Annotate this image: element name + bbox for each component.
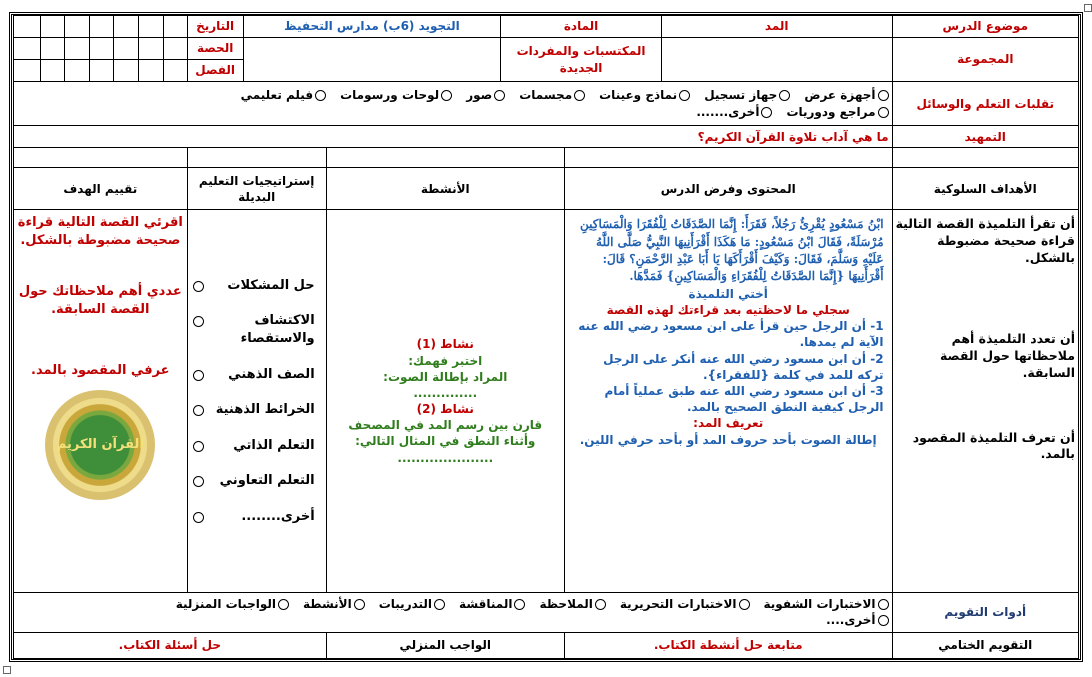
objective-3: أن تعرف التلميذة المقصود بالمد.: [912, 429, 1075, 462]
bullet-circle-icon[interactable]: [193, 476, 204, 487]
bullet-circle-icon[interactable]: [193, 281, 204, 292]
radio-circle-icon[interactable]: [761, 107, 772, 118]
content-note-2: 2- أن ابن مسعود رضي الله عنه أنكر على الرجل تركه للمد في كلمة {للفقراء}.: [603, 351, 884, 382]
content-definition-title: تعريف المد:: [693, 416, 764, 431]
strategy-label: التعلم الذاتي: [233, 437, 315, 453]
radio-circle-icon[interactable]: [278, 599, 289, 610]
tool-option-label: الاختبارات الشفوية: [763, 597, 876, 612]
class-cell-3[interactable]: [114, 60, 139, 82]
empty-cell: [187, 148, 326, 168]
bullet-circle-icon[interactable]: [193, 512, 204, 523]
radio-circle-icon[interactable]: [779, 90, 790, 101]
intro-question: ما هي آداب تلاوة القرآن الكريم؟: [14, 126, 893, 148]
col-objectives: الأهداف السلوكية: [892, 168, 1078, 210]
tool-option-label: الاختبارات التحريرية: [619, 597, 737, 612]
period-cell-4[interactable]: [89, 38, 114, 60]
vocab-label: المكتسبات والمفردات الجديدة: [501, 38, 662, 82]
strategy-label: الخرائط الذهنية: [215, 402, 315, 418]
bullet-circle-icon[interactable]: [193, 370, 204, 381]
resource-option-label: مجسمات: [519, 88, 573, 103]
topic-label: موضوع الدرس: [892, 16, 1078, 38]
strategy-item[interactable]: [191, 472, 315, 490]
resource-option[interactable]: [804, 87, 888, 103]
resource-option-label: نماذج وعينات: [599, 88, 678, 103]
strategies-cell: [187, 210, 326, 593]
date-cell-3[interactable]: [114, 16, 139, 38]
resource-option-label: جهاز تسجيل: [704, 88, 778, 103]
date-cell-5[interactable]: [64, 16, 89, 38]
tool-option-label: الأنشطة: [302, 597, 352, 612]
resize-handle-bottom[interactable]: [3, 666, 11, 674]
radio-circle-icon[interactable]: [878, 615, 889, 626]
tool-option[interactable]: [176, 596, 289, 612]
resize-handle-top[interactable]: [1084, 4, 1092, 12]
radio-circle-icon[interactable]: [514, 599, 525, 610]
resource-option-label: مراجع ودوريات: [786, 104, 876, 119]
content-story: ابْنُ مَسْعُودٍ يُقْرِئُ رَجُلاً، فَقَرَأَ: إِنَّمَا الصَّدَقَاتُ لِلْفُقَرَا وَالْمَسَاكِينِ مُرْسَلَةً، فَقَالَ ابْنُ مَسْعُودٍ: مَا هَكَذَا أَقْرَأَنِيهَا النَّبِيُّ صَلَّى اللَّهُ عَلَيْهِ وَسَلَّمَ، فَقَالَ: وَكَيْفَ أَقْرَأَكَهَا يَا أَبَا عَبْدِ الرَّحْمَنِ؟ قَالَ: أَقْرَأَنِيهَا {إِنَّمَا الصَّدَقَاتُ لِلْفُقَرَاءِ وَالْمَسَاكِينِ} فَمَدَّهَا.: [580, 217, 884, 284]
resource-option[interactable]: [466, 87, 505, 103]
activity-1-dots: ..............: [413, 385, 478, 400]
content-cell: [564, 210, 892, 593]
radio-circle-icon[interactable]: [679, 90, 690, 101]
tool-option[interactable]: [379, 596, 445, 612]
homework-value: حل أسئلة الكتاب.: [14, 632, 327, 658]
evaluation-3: عرفي المقصود بالمد.: [31, 363, 170, 379]
tools-row-2: [17, 612, 889, 628]
class-cell-6[interactable]: [41, 60, 65, 82]
activity-2-dots: .....................: [397, 450, 494, 465]
content-definition: إطالة الصوت بأحد حروف المد أو بأحد حرفي اللين.: [579, 432, 877, 447]
resource-option-label: فيلم تعليمي: [240, 88, 314, 103]
tool-option[interactable]: [303, 596, 365, 612]
radio-circle-icon[interactable]: [878, 599, 889, 610]
date-cell-2[interactable]: [139, 16, 164, 38]
empty-cell: [326, 148, 564, 168]
resources-options: [14, 82, 893, 126]
resource-option-label: أجهزة عرض: [804, 88, 876, 103]
activity-1-title: نشاط (1): [416, 337, 474, 352]
content-instruction: سجلي ما لاحظتيه بعد قراءتك لهذه القصة: [606, 303, 850, 318]
group-label: المجموعة: [892, 38, 1078, 82]
tool-option-label: الواجبات المنزلية: [175, 597, 276, 612]
class-label: الفصل: [187, 60, 243, 82]
tool-option[interactable]: [764, 596, 889, 612]
period-cell-3[interactable]: [114, 38, 139, 60]
objective-1: أن تقرأ التلميذة القصة التالية قراءة صحيحة مضبوطة بالشكل.: [895, 216, 1075, 266]
activity-1-question: المراد بإطالة الصوت:: [383, 369, 508, 384]
radio-circle-icon[interactable]: [595, 599, 606, 610]
strategy-item[interactable]: [191, 366, 315, 384]
resource-option-label: لوحات ورسومات: [340, 88, 440, 103]
resources-row-2: [17, 104, 889, 120]
strategy-item[interactable]: [191, 437, 315, 455]
empty-cell: [892, 148, 1078, 168]
resource-option[interactable]: [340, 87, 452, 103]
resource-option[interactable]: [241, 87, 327, 103]
objective-2: أن تعدد التلميذة أهم ملاحظاتها حول القصة السابقة.: [939, 330, 1075, 380]
group-value[interactable]: [661, 38, 892, 82]
strategy-item[interactable]: [191, 401, 315, 419]
evaluation-cell: [14, 210, 188, 593]
strategy-item[interactable]: [191, 277, 315, 295]
radio-circle-icon[interactable]: [494, 90, 505, 101]
bullet-circle-icon[interactable]: [193, 316, 204, 327]
activity-2-text: قارن بين رسم المد في المصحف وأثناء النطق في المثال التالي:: [348, 418, 543, 449]
radio-circle-icon[interactable]: [574, 90, 585, 101]
bullet-circle-icon[interactable]: [193, 405, 204, 416]
class-cell-4[interactable]: [89, 60, 114, 82]
evaluation-2: عددي أهم ملاحظاتك حول القصة السابقة.: [18, 284, 182, 317]
radio-circle-icon[interactable]: [878, 107, 889, 118]
resource-option[interactable]: [704, 87, 790, 103]
quran-emblem-image: [45, 390, 155, 500]
final-value: متابعة حل أنشطة الكتاب.: [564, 632, 892, 658]
resource-option[interactable]: [519, 87, 585, 103]
topic-value[interactable]: المد: [661, 16, 892, 38]
radio-circle-icon[interactable]: [315, 90, 326, 101]
strategy-label: حل المشكلات: [227, 277, 315, 293]
strategy-item[interactable]: [191, 508, 315, 526]
class-cell-7[interactable]: [14, 60, 41, 82]
resource-option-label: صور: [466, 88, 493, 103]
col-strategies: إستراتيجيات التعليم البديلة: [187, 168, 326, 210]
bullet-circle-icon[interactable]: [193, 441, 204, 452]
resources-row-1: [17, 87, 889, 103]
radio-circle-icon[interactable]: [739, 599, 750, 610]
empty-cell: [564, 148, 892, 168]
radio-circle-icon[interactable]: [441, 90, 452, 101]
strategies-list: [191, 277, 323, 525]
tools-label: أدوات التقويم: [892, 592, 1078, 632]
date-label: التاريخ: [187, 16, 243, 38]
tool-option-label: التدريبات: [378, 597, 433, 612]
strategy-label: الاكتشاف والاستقصاء: [240, 313, 315, 346]
class-cell-5[interactable]: [64, 60, 89, 82]
date-cell-7[interactable]: [14, 16, 41, 38]
col-content: المحتوى وفرض الدرس: [564, 168, 892, 210]
resources-label: تقلبات التعلم والوسائل: [892, 82, 1078, 126]
lesson-plan-table: [13, 15, 1079, 659]
empty-cell: [14, 148, 188, 168]
class-cell-1[interactable]: [163, 60, 187, 82]
final-label: التقويم الختامي: [892, 632, 1078, 658]
period-cell-2[interactable]: [139, 38, 164, 60]
intro-label: التمهيد: [892, 126, 1078, 148]
strategy-label: أخرى........: [241, 508, 315, 524]
resource-option-label: أخرى.......: [696, 104, 760, 119]
strategy-item[interactable]: [191, 312, 315, 347]
strategy-label: التعلم التعاوني: [219, 473, 315, 489]
strategy-label: الصف الذهني: [228, 366, 315, 382]
tool-option[interactable]: [539, 596, 605, 612]
activity-2-title: نشاط (2): [416, 402, 474, 417]
tool-option[interactable]: [620, 596, 750, 612]
content-note-3: 3- أن ابن مسعود رضي الله عنه طبق عملياً أمام الرجل كيفية النطق الصحيح بالمد.: [604, 383, 884, 415]
tool-option-label: الملاحظة: [539, 597, 593, 612]
period-cell-7[interactable]: [14, 38, 41, 60]
period-cell-1[interactable]: [163, 38, 187, 60]
period-label: الحصة: [187, 38, 243, 60]
subject-value[interactable]: التجويد (6ب) مدارس التحفيظ: [243, 16, 501, 38]
resource-option[interactable]: [599, 87, 690, 103]
col-activities: الأنشطة: [326, 168, 564, 210]
tool-option-label: المناقشة: [459, 597, 513, 612]
radio-circle-icon[interactable]: [434, 599, 445, 610]
subject-label: المادة: [501, 16, 662, 38]
date-cell-4[interactable]: [89, 16, 114, 38]
resource-option[interactable]: [696, 104, 772, 120]
radio-circle-icon[interactable]: [878, 90, 889, 101]
tool-option-label: أخرى....: [826, 613, 876, 628]
period-cell-6[interactable]: [41, 38, 65, 60]
radio-circle-icon[interactable]: [354, 599, 365, 610]
activities-cell: [326, 210, 564, 593]
evaluation-1: اقرئي القصة التالية قراءة صحيحة مضبوطة بالشكل.: [17, 215, 183, 248]
homework-label: الواجب المنزلي: [326, 632, 564, 658]
tool-option[interactable]: [826, 612, 888, 628]
col-evaluation: تقييم الهدف: [14, 168, 188, 210]
content-sister: أختي التلميذة: [688, 286, 768, 301]
tools-row-1: [17, 596, 889, 612]
date-cell-1[interactable]: [163, 16, 187, 38]
period-cell-5[interactable]: [64, 38, 89, 60]
activity-1-text: اختبر فهمك:: [408, 353, 483, 368]
tool-option[interactable]: [459, 596, 525, 612]
class-cell-2[interactable]: [139, 60, 164, 82]
content-note-1: 1- أن الرجل حين قرأ على ابن مسعود رضي الله عنه الآية لم يمدها.: [578, 319, 884, 350]
date-cell-6[interactable]: [41, 16, 65, 38]
objectives-cell: [892, 210, 1078, 593]
tools-options: [14, 592, 893, 632]
vocab-value[interactable]: [243, 38, 501, 82]
emblem-text: القرآن الكريم: [56, 437, 144, 453]
resource-option[interactable]: [786, 104, 888, 120]
